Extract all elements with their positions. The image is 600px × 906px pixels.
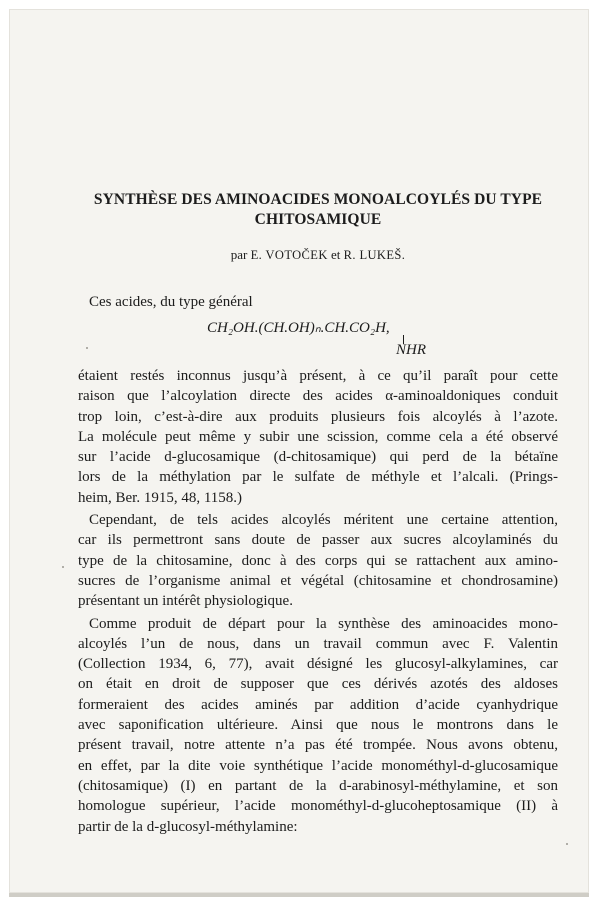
paragraph-1-line: étaient restés inconnus jusqu’à présent, à ce qu’il paraît pour cette — [78, 368, 558, 384]
paragraph-3-line: alcoylés l’un de nous, dans un travail commun avec F. Valentin — [78, 635, 558, 652]
formula-main: CH₂OH.(CH.OH)ₙ.CH.CO₂H, — [207, 320, 390, 336]
paragraph-3-line: avec saponification ultérieure. Ainsi que nous le montrons dans le — [78, 717, 558, 734]
author-1: E. VOTOČEK — [250, 248, 328, 262]
paragraph-1-line: sur l’acide d-glucosamique (d-chitosamique) qui perd de la bétaïne — [78, 449, 558, 466]
paragraph-3-line: on était en droit de supposer que ces dérivés azotés des aldoses — [78, 676, 558, 693]
scan-speck — [62, 566, 64, 568]
paragraph-2-line: présentant un intérêt physiologique. — [78, 593, 293, 610]
paragraph-2-line: Cependant, de tels acides alcoylés méritent une certaine attention, — [89, 512, 558, 529]
paragraph-2-line: car ils permettront sans doute de passer aux sucres alcoylaminés du — [78, 532, 558, 549]
paragraph-1-line: lors de la méthylation par le sulfate de méthyle et l’alcali. (Prings- — [78, 469, 558, 486]
paragraph-2 — [78, 510, 558, 611]
paragraph-3-line: Comme produit de départ pour la synthèse des aminoacides mono- — [89, 615, 558, 632]
paragraph-3 — [78, 614, 558, 837]
paragraph-3-line: formeraient des acides aminés par addition d’acide cyanhydrique — [78, 696, 558, 713]
article — [78, 190, 558, 837]
byline-prefix: par — [230, 247, 248, 262]
paragraph-1-line: La molécule peut même y subir une scission, comme cela a été observé — [78, 428, 558, 445]
general-formula — [207, 318, 558, 360]
page-edge-shadow — [9, 893, 589, 897]
paragraph-1-line: heim, Ber. 1915, 48, 1158.) — [78, 489, 243, 506]
scan-speck — [566, 843, 568, 845]
paragraph-3-line: (Collection 1934, 6, 77), avait désigné les glucosyl-alkylamines, car — [78, 656, 558, 673]
formula-substituent: NHR — [396, 342, 426, 358]
paragraph-1-line: raison que l’alcoylation directe des acides α-aminoaldoniques conduit — [78, 388, 558, 405]
paragraph-3-line: présent travail, notre attente n’a pas été trompée. Nous avons obtenu, — [78, 737, 558, 754]
paragraph-3-line: partir de la d-glucosyl-méthylamine: — [78, 818, 298, 835]
article-title: SYNTHÈSE DES AMINOACIDES MONOALCOYLÉS DU TYPE CHITOSAMIQUE — [93, 191, 543, 228]
paragraph-3-line: homologue supérieur, l’acide monométhyl-d-glucoheptosamique (II) à — [78, 798, 558, 815]
byline-conjunction: et — [331, 247, 341, 262]
byline — [78, 246, 558, 264]
intro-line: Ces acides, du type général — [89, 294, 253, 310]
paragraph-3-line: en effet, par la dite voie synthétique l’acide monométhyl-d-glucosamique — [78, 757, 558, 774]
paragraph-2-line: type de la chitosamine, donc à des corps qui se rattachent aux amino- — [78, 552, 558, 569]
author-2: R. LUKEŠ. — [343, 248, 406, 262]
paragraph-3-line: (chitosamique) (I) en partant de la d-arabinosyl-méthylamine, et son — [78, 777, 558, 794]
paragraph-2-line: sucres de l’organisme animal et végétal (chitosamine et chondrosamine) — [78, 572, 558, 589]
paragraph-1 — [78, 366, 558, 508]
paragraph-1-line: trop loin, c’est-à-dire aux produits plusieurs fois alcoylés à l’azote. — [78, 408, 558, 425]
